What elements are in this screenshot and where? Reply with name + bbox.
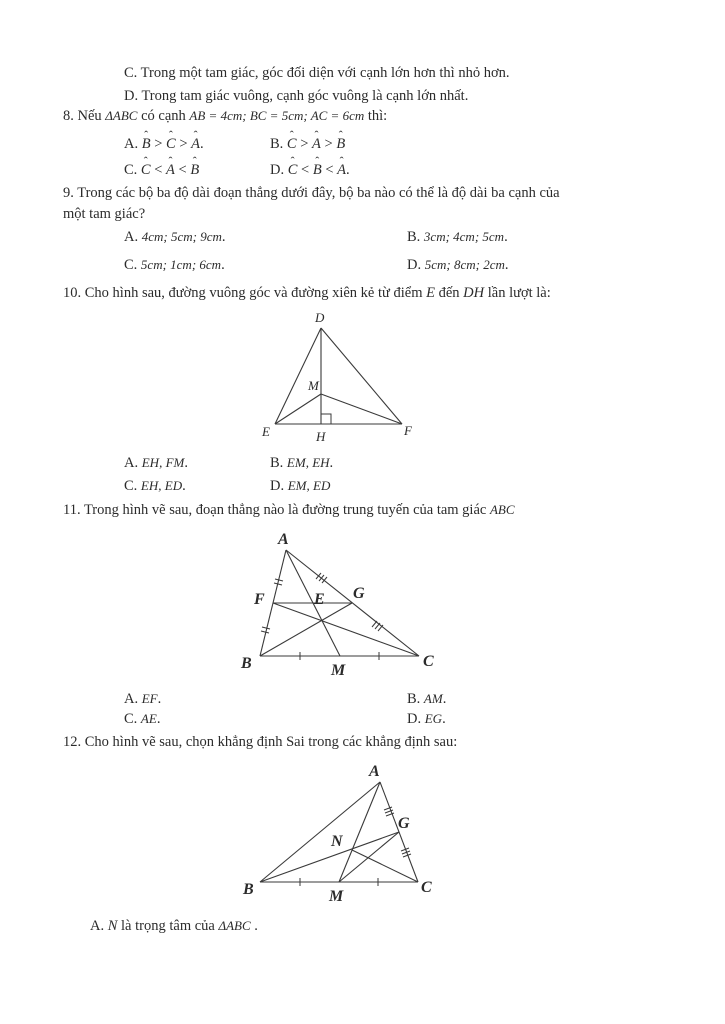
label-m: M [329,888,344,905]
q9-option-d: D. 5cm; 8cm; 2cm. [407,257,509,273]
q11-option-b: B. AM. [407,691,447,707]
label-b: B [241,655,252,672]
q8-sides: AB = 4cm; BC = 5cm; AC = 6cm [189,108,365,123]
label-a: A [278,531,289,548]
q7-option-d: D. Trong tam giác vuông, cạnh góc vuông là cạnh lớn nhất. [124,88,469,104]
label-c: C [423,653,434,670]
q8-triangle: ΔABC [105,108,138,123]
q9-question-line1: 9. Trong các bộ ba độ dài đoạn thẳng dưới đây, bộ ba nào có thể là độ dài ba cạnh của [63,185,560,201]
q9-question-line2: một tam giác? [63,206,146,222]
segment-am [339,782,380,882]
label-m: M [331,662,346,679]
q11-question: 11. Trong hình vẽ sau, đoạn thẳng nào là đường trung tuyến của tam giác ABC [63,502,515,518]
q8-option-b: B. ˆ C > ˆ A > ˆ B [270,135,345,153]
segment-mg [339,832,399,882]
q9-option-b: B. 3cm; 4cm; 5cm. [407,229,508,245]
q10-option-a: A. EH, FM. [124,455,188,471]
q7-option-c: C. Trong một tam giác, góc đối diện với cạnh lớn hơn thì nhỏ hơn. [124,65,510,81]
label-g: G [398,815,410,832]
q12-question: 12. Cho hình vẽ sau, chọn khẳng định Sai trong các khẳng định sau: [63,734,458,750]
segment-bg [260,832,399,882]
q9-option-c: C. 5cm; 1cm; 6cm. [124,257,225,273]
label-e: E [314,591,325,608]
q8-text-mid: có cạnh [141,108,186,124]
label-d: D [315,310,325,325]
q8-option-d: D. ˆ C < ˆ B < ˆ A. [270,161,350,179]
segment-ab [260,782,380,882]
q8-option-c: C. ˆ C < ˆ A < ˆ B [124,161,199,179]
label-f: F [254,591,265,608]
label-e: E [262,424,270,439]
q10-option-d: D. EM, ED [270,478,331,494]
label-m: M [308,378,319,393]
label-a: A [369,763,380,780]
q11-option-a: A. EF. [124,691,162,707]
q8-text-end: thì: [367,108,388,124]
label-b: B [243,881,254,898]
label-c: C [421,879,432,896]
q9-option-a: A. 4cm; 5cm; 9cm. [124,229,226,245]
q10-question: 10. Cho hình sau, đường vuông góc và đường xiên kẻ từ điểm E đến DH lần lượt là: [63,285,551,301]
label-g: G [353,585,365,602]
q8-option-a: A. ˆ B > ˆ C > ˆ A. [124,135,204,153]
q12-option-a: A. N là trọng tâm của ΔABC . [90,918,258,934]
q11-option-d: D. EG. [407,711,446,727]
q10-option-c: C. EH, ED. [124,478,186,494]
label-f: F [404,423,412,438]
q10-option-b: B. EM, EH. [270,455,334,471]
label-n: N [331,833,343,850]
q11-option-c: C. AE. [124,711,161,727]
label-h: H [316,429,326,444]
q8-number: 8. Nếu [63,108,102,124]
